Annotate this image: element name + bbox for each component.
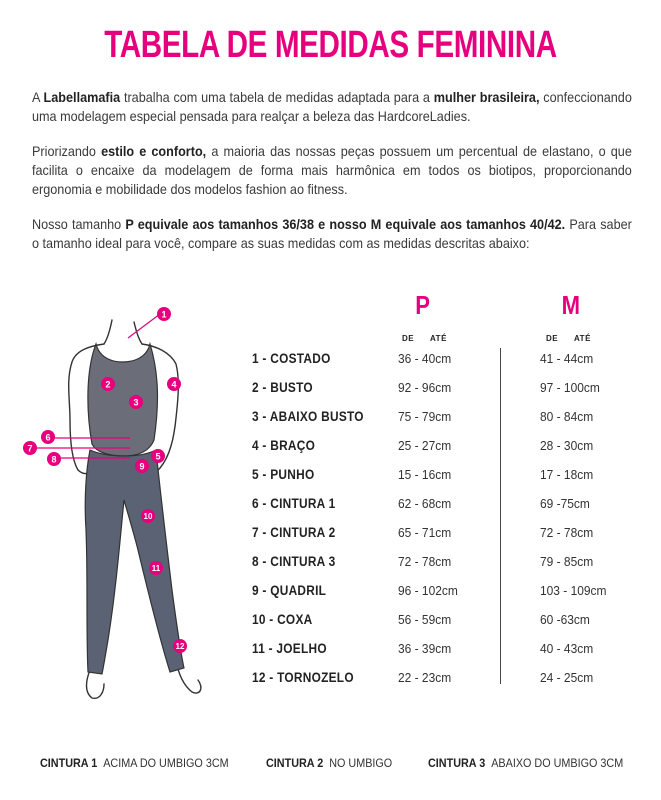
row-label: 6 - CINTURA 1 xyxy=(252,496,336,511)
body-figure-illustration xyxy=(0,300,230,710)
row-p-value: 36 - 40cm xyxy=(398,351,452,366)
text: Priorizando xyxy=(32,144,102,159)
pants-shape xyxy=(85,450,184,674)
marker-12 xyxy=(173,639,187,653)
row-label: 5 - PUNHO xyxy=(252,467,315,482)
row-label: 8 - CINTURA 3 xyxy=(252,554,336,569)
marker-6-label: 6 xyxy=(45,432,51,443)
row-m-value: 17 - 18cm xyxy=(540,467,594,482)
emphasis: estilo e conforto, xyxy=(101,144,207,159)
target-audience: mulher brasileira, xyxy=(433,90,540,105)
row-p-value: 15 - 16cm xyxy=(398,467,452,482)
row-p-value: 25 - 27cm xyxy=(398,438,452,453)
row-m-value: 28 - 30cm xyxy=(540,438,594,453)
text: trabalha com uma tabela de medidas adaptada para a xyxy=(120,90,434,105)
row-label: 10 - COXA xyxy=(252,612,313,627)
marker-7 xyxy=(23,441,37,455)
p-to-label: ATÉ xyxy=(430,334,447,343)
footer-cintura-2 xyxy=(266,756,392,770)
row-m-value: 79 - 85cm xyxy=(540,554,594,569)
row-label: 2 - BUSTO xyxy=(252,380,313,395)
intro-paragraph-1 xyxy=(32,88,632,126)
marker-7-label: 7 xyxy=(27,443,33,454)
row-p-value: 22 - 23cm xyxy=(398,670,452,685)
emphasis: P equivale aos tamanhos 36/38 e nosso M equivale aos tamanhos 40/42. xyxy=(125,217,566,232)
text: Para saber o tamanho ideal para você, compare as suas medidas com as medidas descritas abaixo: xyxy=(32,217,632,251)
marker-8 xyxy=(47,452,61,466)
row-m-value: 24 - 25cm xyxy=(540,670,594,685)
page-title: TABELA DE MEDIDAS FEMININA xyxy=(104,24,557,66)
row-label: 3 - ABAIXO BUSTO xyxy=(252,409,364,424)
row-p-value: 75 - 79cm xyxy=(398,409,452,424)
text: Nosso tamanho xyxy=(32,217,126,232)
m-from-label: DE xyxy=(546,334,559,343)
tank-top-shape xyxy=(88,344,158,456)
footer-text: ACIMA DO UMBIGO 3CM xyxy=(103,756,229,770)
marker-1-label: 1 xyxy=(161,309,167,320)
p-from-label: DE xyxy=(402,334,415,343)
row-label: 1 - COSTADO xyxy=(252,351,331,366)
footer-label: CINTURA 3 xyxy=(428,756,486,770)
marker-4-label: 4 xyxy=(171,379,177,390)
marker-10-label: 10 xyxy=(143,512,153,521)
footer-text: NO UMBIGO xyxy=(329,756,393,770)
column-divider xyxy=(500,348,501,684)
marker-12-label: 12 xyxy=(175,642,185,651)
marker-11 xyxy=(149,561,163,575)
row-m-value: 72 - 78cm xyxy=(540,525,594,540)
footer-cintura-3 xyxy=(428,756,623,770)
m-to-label: ATÉ xyxy=(574,334,591,343)
marker-4 xyxy=(167,377,181,391)
row-m-value: 80 - 84cm xyxy=(540,409,594,424)
marker-5-label: 5 xyxy=(155,451,161,462)
marker-2 xyxy=(101,377,115,391)
row-m-value: 40 - 43cm xyxy=(540,641,594,656)
row-p-value: 56 - 59cm xyxy=(398,612,452,627)
text: A xyxy=(32,90,44,105)
footer-cintura-1 xyxy=(40,756,229,770)
row-label: 7 - CINTURA 2 xyxy=(252,525,336,540)
row-p-value: 36 - 39cm xyxy=(398,641,452,656)
row-label: 12 - TORNOZELO xyxy=(252,670,354,685)
size-p-header: P xyxy=(415,290,431,320)
footer-label: CINTURA 2 xyxy=(266,756,324,770)
marker-6 xyxy=(41,430,55,444)
row-m-value: 41 - 44cm xyxy=(540,351,594,366)
row-m-value: 103 - 109cm xyxy=(540,583,607,598)
marker-1 xyxy=(157,307,171,321)
size-m-header: M xyxy=(561,290,581,320)
marker-9 xyxy=(135,459,149,473)
row-p-value: 96 - 102cm xyxy=(398,583,458,598)
marker-3 xyxy=(129,395,143,409)
row-label: 11 - JOELHO xyxy=(252,641,327,656)
row-m-value: 97 - 100cm xyxy=(540,380,600,395)
marker-3-label: 3 xyxy=(133,397,139,408)
marker-9-label: 9 xyxy=(139,461,145,472)
row-p-value: 62 - 68cm xyxy=(398,496,452,511)
row-p-value: 72 - 78cm xyxy=(398,554,452,569)
footer-text: ABAIXO DO UMBIGO 3CM xyxy=(491,756,624,770)
marker-8-label: 8 xyxy=(51,454,57,465)
row-p-value: 65 - 71cm xyxy=(398,525,452,540)
text: confeccionando uma modelagem especial pensada para realçar a beleza das HardcoreLadies. xyxy=(32,90,632,124)
row-m-value: 60 -63cm xyxy=(540,612,590,627)
intro-paragraph-3 xyxy=(32,215,632,253)
row-label: 4 - BRAÇO xyxy=(252,438,316,453)
marker-5 xyxy=(151,449,165,463)
row-label: 9 - QUADRIL xyxy=(252,583,327,598)
text: a maioria das nossas peças possuem um percentual de elastano, o que facilita o encaixe da modelagem de forma mais harmônica em todos os biotipos, proporcionando ergonomia e mobilidade dos modelos fashion ao fitness. xyxy=(32,144,632,197)
intro-paragraph-2 xyxy=(32,142,632,199)
row-m-value: 69 -75cm xyxy=(540,496,590,511)
marker-10 xyxy=(141,509,155,523)
marker-2-label: 2 xyxy=(105,379,111,390)
footer-label: CINTURA 1 xyxy=(40,756,98,770)
marker-11-label: 11 xyxy=(151,564,161,573)
brand-name: Labellamafia xyxy=(43,90,121,105)
row-p-value: 92 - 96cm xyxy=(398,380,452,395)
